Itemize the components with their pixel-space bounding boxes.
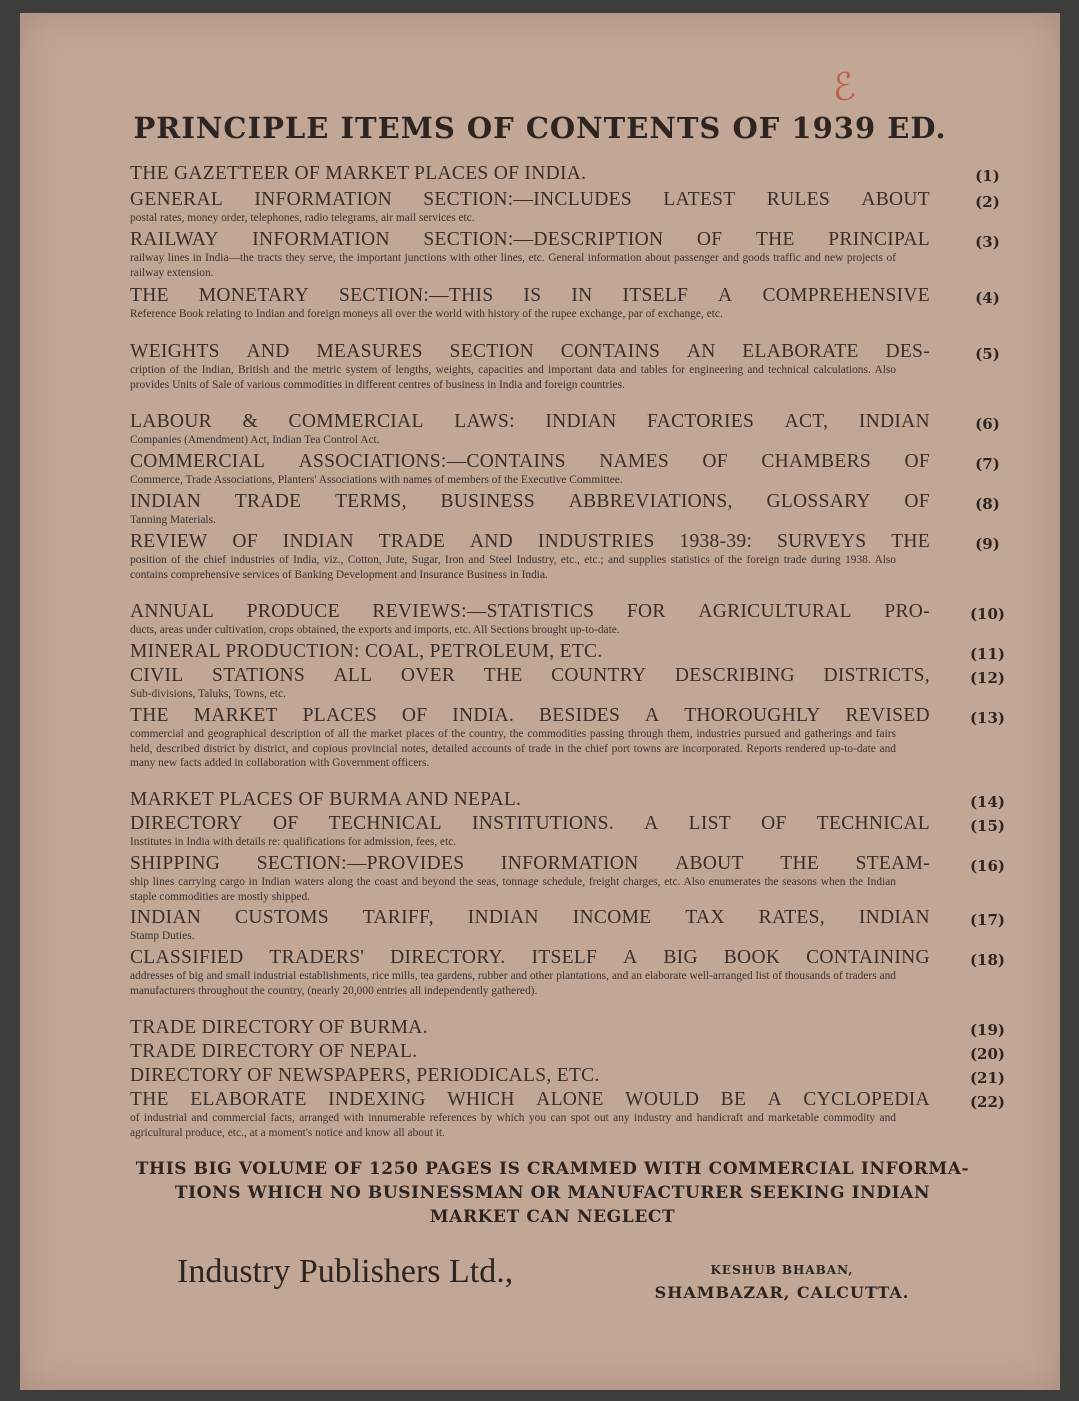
item-number: (13) bbox=[969, 709, 1006, 727]
item-number: (19) bbox=[969, 1021, 1006, 1039]
item-description: Companies (Amendment) Act, Indian Tea Control Act. bbox=[130, 434, 380, 446]
item-heading: RAILWAY INFORMATION SECTION:—DESCRIPTION OF THE PRINCIPAL bbox=[130, 229, 930, 250]
contents-item bbox=[130, 1089, 1006, 1140]
item-heading: INDIAN CUSTOMS TARIFF, INDIAN INCOME TAX RATES, INDIAN bbox=[130, 907, 930, 928]
item-number: (3) bbox=[975, 233, 1000, 251]
item-number: (14) bbox=[969, 793, 1006, 811]
item-number: (5) bbox=[975, 345, 1000, 363]
publisher-name: Industry Publishers Ltd., bbox=[177, 1253, 514, 1290]
item-description: of industrial and commercial facts, arranged with innumerable references by which you can spot out any industry and handicraft and marketable commodity and agricultural produce, etc., at a moment's notice and know all about it. bbox=[130, 1112, 896, 1139]
contents-item bbox=[130, 531, 1000, 582]
contents-item bbox=[130, 1065, 1006, 1087]
item-heading: WEIGHTS AND MEASURES SECTION CONTAINS AN ELABORATE DES- bbox=[130, 341, 930, 362]
item-description: commercial and geographical description of all the market places of the country, the commodities passing through them, industries pursued and gatherings and fairs held, described district by district, and copious provincial notes, detailed accounts of trade in the chief port towns are incorporated. Reports rendered up-to-date and many new facts added in collaboration with Government officers. bbox=[130, 728, 896, 769]
item-description: railway lines in India—the tracts they serve, the important junctions with other lines, etc. General information about passenger and goods traffic and new projects of railway extension. bbox=[130, 252, 896, 279]
item-heading: LABOUR & COMMERCIAL LAWS: INDIAN FACTORIES ACT, INDIAN bbox=[130, 411, 930, 432]
item-description: Reference Book relating to Indian and foreign moneys all over the world with history of the rupee exchange, par of exchange, etc. bbox=[130, 308, 723, 320]
item-heading: INDIAN TRADE TERMS, BUSINESS ABBREVIATIONS, GLOSSARY OF bbox=[130, 491, 930, 512]
item-number: (11) bbox=[969, 645, 1006, 663]
item-description: Stamp Duties. bbox=[130, 930, 195, 942]
item-number: (20) bbox=[969, 1045, 1006, 1063]
handwritten-mark: ℰ bbox=[829, 63, 858, 111]
item-number: (16) bbox=[969, 857, 1006, 875]
item-description: position of the chief industries of India, viz., Cotton, Jute, Sugar, Iron and Steel Industry, etc., etc.; and supplies statistics of the foreign trade during 1938. Also contains comprehensive services of Banking Development and Insurance Business in India. bbox=[130, 554, 896, 581]
address-line-2: SHAMBAZAR, CALCUTTA. bbox=[654, 1283, 910, 1302]
item-number: (8) bbox=[975, 495, 1000, 513]
contents-item bbox=[130, 601, 1006, 638]
contents-item bbox=[130, 705, 1006, 771]
item-heading: THE ELABORATE INDEXING WHICH ALONE WOULD BE A CYCLOPEDIA bbox=[130, 1089, 930, 1110]
item-number: (4) bbox=[975, 289, 1000, 307]
item-number: (17) bbox=[969, 911, 1006, 929]
item-heading: CLASSIFIED TRADERS' DIRECTORY. ITSELF A BIG BOOK CONTAINING bbox=[130, 947, 930, 968]
item-number: (22) bbox=[969, 1093, 1006, 1111]
contents-item bbox=[130, 411, 1000, 448]
item-heading: TRADE DIRECTORY OF NEPAL. bbox=[130, 1041, 418, 1062]
item-heading: DIRECTORY OF NEWSPAPERS, PERIODICALS, ETC. bbox=[130, 1065, 600, 1086]
item-number: (10) bbox=[969, 605, 1006, 623]
item-heading: MARKET PLACES OF BURMA AND NEPAL. bbox=[130, 789, 522, 810]
contents-item bbox=[130, 341, 1000, 392]
item-description: addresses of big and small industrial establishments, rice mills, tea gardens, rubber and other plantations, and an elaborate well-arranged list of thousands of traders and manufacturers throughout the country, (nearly 20,000 entries all independently gathered). bbox=[130, 970, 896, 997]
contents-item bbox=[130, 853, 1006, 904]
item-description: ship lines carrying cargo in Indian waters along the coast and beyond the seas, tonnage schedule, freight charges, etc. Also enumerates the seasons when the Indian staple commodities are mostly shipped. bbox=[130, 876, 896, 903]
contents-item bbox=[130, 1017, 1006, 1039]
contents-item bbox=[130, 163, 1000, 185]
contents-item bbox=[130, 907, 1006, 944]
item-heading: REVIEW OF INDIAN TRADE AND INDUSTRIES 1938-39: SURVEYS THE bbox=[130, 531, 930, 552]
item-description: Commerce, Trade Associations, Planters' Associations with names of members of the Executive Committee. bbox=[130, 474, 623, 486]
publisher-address bbox=[632, 1263, 932, 1302]
footer-line-2: TIONS WHICH NO BUSINESSMAN OR MANUFACTURER SEEKING INDIAN bbox=[174, 1183, 931, 1203]
contents-item bbox=[130, 491, 1000, 528]
item-heading: THE MARKET PLACES OF INDIA. BESIDES A THOROUGHLY REVISED bbox=[130, 705, 930, 726]
contents-item bbox=[130, 1041, 1006, 1063]
document-page bbox=[20, 13, 1060, 1390]
item-number: (18) bbox=[969, 951, 1006, 969]
item-number: (6) bbox=[975, 415, 1000, 433]
item-number: (21) bbox=[969, 1069, 1006, 1087]
item-heading: COMMERCIAL ASSOCIATIONS:—CONTAINS NAMES OF CHAMBERS OF bbox=[130, 451, 930, 472]
contents-item bbox=[130, 285, 1000, 322]
footer-line-1: THIS BIG VOLUME OF 1250 PAGES IS CRAMMED WITH COMMERCIAL INFORMA- bbox=[135, 1159, 970, 1179]
item-heading: GENERAL INFORMATION SECTION:—INCLUDES LATEST RULES ABOUT bbox=[130, 189, 930, 210]
contents-item bbox=[130, 189, 1000, 226]
item-number: (7) bbox=[975, 455, 1000, 473]
item-heading: SHIPPING SECTION:—PROVIDES INFORMATION ABOUT THE STEAM- bbox=[130, 853, 930, 874]
contents-item bbox=[130, 641, 1006, 663]
contents-item bbox=[130, 789, 1006, 811]
item-description: ducts, areas under cultivation, crops obtained, the exports and imports, etc. All Sections brought up-to-date. bbox=[130, 624, 620, 636]
item-description: Tanning Materials. bbox=[130, 514, 216, 526]
contents-item bbox=[130, 813, 1006, 850]
item-heading: CIVIL STATIONS ALL OVER THE COUNTRY DESCRIBING DISTRICTS, bbox=[130, 665, 930, 686]
page-title: PRINCIPLE ITEMS OF CONTENTS OF 1939 ED. bbox=[133, 111, 947, 145]
item-description: postal rates, money order, telephones, radio telegrams, air mail services etc. bbox=[130, 212, 475, 224]
item-description: cription of the Indian, British and the metric system of lengths, weights, capacities and important data and tables for engineering and technical calculations. Also provides Units of Sale of various commodities in different centres of business in India and foreign countries. bbox=[130, 364, 896, 391]
item-description: Sub-divisions, Taluks, Towns, etc. bbox=[130, 688, 286, 700]
item-number: (2) bbox=[975, 193, 1000, 211]
contents-item bbox=[130, 665, 1006, 702]
item-heading: THE MONETARY SECTION:—THIS IS IN ITSELF A COMPREHENSIVE bbox=[130, 285, 930, 306]
item-number: (1) bbox=[975, 167, 1000, 185]
item-heading: TRADE DIRECTORY OF BURMA. bbox=[130, 1017, 428, 1038]
item-heading: DIRECTORY OF TECHNICAL INSTITUTIONS. A LIST OF TECHNICAL bbox=[130, 813, 930, 834]
item-number: (15) bbox=[969, 817, 1006, 835]
contents-item bbox=[130, 947, 1006, 998]
contents-item bbox=[130, 229, 1000, 280]
address-line-1: KESHUB BHABAN, bbox=[710, 1263, 854, 1277]
item-number: (9) bbox=[975, 535, 1000, 553]
footer-line-3: MARKET CAN NEGLECT bbox=[429, 1207, 676, 1227]
item-heading: ANNUAL PRODUCE REVIEWS:—STATISTICS FOR AGRICULTURAL PRO- bbox=[130, 601, 930, 622]
item-description: Institutes in India with details re: qualifications for admission, fees, etc. bbox=[130, 836, 457, 848]
footer-statement bbox=[130, 1157, 975, 1229]
item-heading: THE GAZETTEER OF MARKET PLACES OF INDIA. bbox=[130, 163, 587, 184]
item-number: (12) bbox=[969, 669, 1006, 687]
item-heading: MINERAL PRODUCTION: COAL, PETROLEUM, ETC. bbox=[130, 641, 603, 662]
contents-item bbox=[130, 451, 1000, 488]
